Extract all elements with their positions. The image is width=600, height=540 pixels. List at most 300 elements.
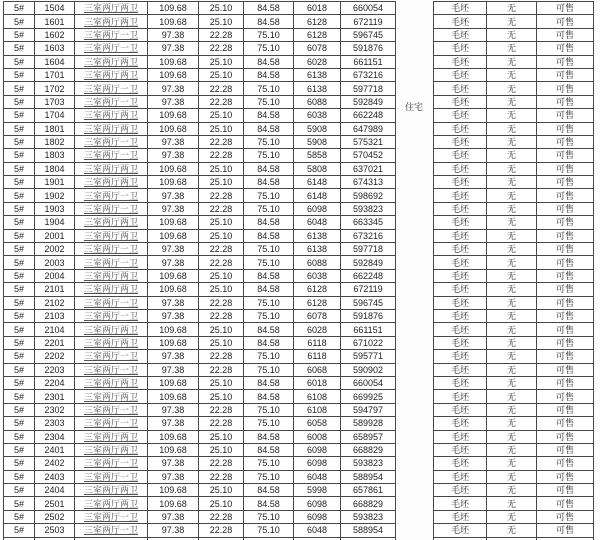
cell-area: 97.38 — [148, 417, 199, 430]
cell-layout[interactable]: 三室两厅两卫 — [75, 230, 148, 243]
cell-area: 109.68 — [148, 270, 199, 283]
cell-area: 97.38 — [148, 42, 199, 55]
cell-layout[interactable]: 三室两厅一卫 — [75, 511, 148, 524]
cell-unit: 1804 — [35, 163, 75, 176]
cell-decoration: 毛坯 — [434, 310, 487, 323]
cell-unit_price: 6048 — [294, 216, 341, 229]
cell-unit: 1703 — [35, 96, 75, 109]
cell-area: 97.38 — [148, 256, 199, 269]
cell-building: 5# — [4, 136, 35, 149]
cell-mortgage: 无 — [487, 243, 537, 256]
cell-unit: 2404 — [35, 484, 75, 497]
cell-layout[interactable]: 三室两厅两卫 — [75, 484, 148, 497]
cell-unit: 2302 — [35, 404, 75, 417]
cell-layout[interactable]: 三室两厅一卫 — [75, 297, 148, 310]
cell-share_area: 25.10 — [199, 377, 244, 390]
cell-sale_status: 可售 — [537, 323, 594, 336]
cell-mortgage: 无 — [487, 69, 537, 82]
cell-inner_area: 84.58 — [244, 431, 294, 444]
cell-mortgage: 无 — [487, 29, 537, 42]
cell-share_area: 25.10 — [199, 497, 244, 510]
cell-mortgage: 无 — [487, 337, 537, 350]
cell-building: 5# — [4, 42, 35, 55]
cell-building: 5# — [4, 511, 35, 524]
cell-decoration: 毛坯 — [434, 189, 487, 202]
cell-building: 5# — [4, 431, 35, 444]
cell-inner_area: 84.58 — [244, 270, 294, 283]
cell-inner_area: 84.58 — [244, 337, 294, 350]
cell-layout[interactable]: 三室两厅两卫 — [75, 283, 148, 296]
cell-sale_status: 可售 — [537, 176, 594, 189]
cell-share_area: 25.10 — [199, 390, 244, 403]
cell-layout[interactable]: 三室两厅一卫 — [75, 42, 148, 55]
cell-layout[interactable]: 三室两厅两卫 — [75, 497, 148, 510]
cell-layout[interactable]: 三室两厅两卫 — [75, 431, 148, 444]
cell-total_price: 672119 — [341, 15, 396, 28]
cell-mortgage: 无 — [487, 364, 537, 377]
cell-decoration: 毛坯 — [434, 216, 487, 229]
cell-unit: 2003 — [35, 256, 75, 269]
cell-sale_status: 可售 — [537, 297, 594, 310]
cell-sale_status: 可售 — [537, 471, 594, 484]
cell-mortgage: 无 — [487, 417, 537, 430]
cell-share_area: 22.28 — [199, 243, 244, 256]
cell-mortgage: 无 — [487, 404, 537, 417]
cell-total_price: 669925 — [341, 390, 396, 403]
cell-unit: 2203 — [35, 364, 75, 377]
cell-decoration: 毛坯 — [434, 337, 487, 350]
cell-total_price: 673216 — [341, 230, 396, 243]
cell-inner_area: 75.10 — [244, 42, 294, 55]
cell-area: 109.68 — [148, 444, 199, 457]
cell-total_price: 591876 — [341, 310, 396, 323]
cell-unit: 2502 — [35, 511, 75, 524]
cell-mortgage: 无 — [487, 42, 537, 55]
cell-mortgage: 无 — [487, 297, 537, 310]
cell-layout[interactable]: 三室两厅一卫 — [75, 350, 148, 363]
cell-unit_price: 6128 — [294, 15, 341, 28]
cell-total_price: 668829 — [341, 444, 396, 457]
cell-layout[interactable]: 三室两厅一卫 — [75, 82, 148, 95]
cell-decoration: 毛坯 — [434, 29, 487, 42]
cell-layout[interactable]: 三室两厅两卫 — [75, 163, 148, 176]
cell-building: 5# — [4, 256, 35, 269]
cell-mortgage: 无 — [487, 431, 537, 444]
cell-inner_area: 84.58 — [244, 497, 294, 510]
cell-inner_area: 84.58 — [244, 176, 294, 189]
cell-sale_status: 可售 — [537, 404, 594, 417]
cell-inner_area: 75.10 — [244, 82, 294, 95]
cell-total_price: 661151 — [341, 323, 396, 336]
cell-unit: 1801 — [35, 123, 75, 136]
cell-unit_price: 6028 — [294, 323, 341, 336]
cell-unit_price: 6078 — [294, 310, 341, 323]
cell-unit: 1701 — [35, 69, 75, 82]
cell-decoration: 毛坯 — [434, 56, 487, 69]
cell-total_price: 598692 — [341, 189, 396, 202]
cell-building: 5# — [4, 390, 35, 403]
cell-layout[interactable]: 三室两厅两卫 — [75, 390, 148, 403]
cell-share_area: 22.28 — [199, 471, 244, 484]
cell-area: 109.68 — [148, 283, 199, 296]
cell-decoration: 毛坯 — [434, 497, 487, 510]
cell-building: 5# — [4, 270, 35, 283]
cell-total_price: 597718 — [341, 82, 396, 95]
cell-decoration: 毛坯 — [434, 457, 487, 470]
cell-decoration: 毛坯 — [434, 69, 487, 82]
cell-area: 97.38 — [148, 96, 199, 109]
cell-unit_price: 6088 — [294, 96, 341, 109]
cell-unit_price: 6118 — [294, 350, 341, 363]
cell-building: 5# — [4, 2, 35, 15]
cell-inner_area: 84.58 — [244, 444, 294, 457]
cell-unit_price: 6028 — [294, 56, 341, 69]
cell-share_area: 25.10 — [199, 216, 244, 229]
cell-layout[interactable]: 三室两厅一卫 — [75, 203, 148, 216]
cell-share_area: 25.10 — [199, 69, 244, 82]
cell-unit: 1902 — [35, 189, 75, 202]
cell-total_price: 593823 — [341, 511, 396, 524]
cell-building: 5# — [4, 364, 35, 377]
cell-decoration: 毛坯 — [434, 390, 487, 403]
cell-sale_status: 可售 — [537, 417, 594, 430]
cell-area: 97.38 — [148, 404, 199, 417]
cell-total_price: 637021 — [341, 163, 396, 176]
cell-layout[interactable]: 三室两厅两卫 — [75, 176, 148, 189]
cell-unit: 1602 — [35, 29, 75, 42]
cell-unit_price: 6148 — [294, 176, 341, 189]
cell-unit: 2103 — [35, 310, 75, 323]
cell-sale_status: 可售 — [537, 497, 594, 510]
cell-total_price: 590902 — [341, 364, 396, 377]
cell-sale_status: 可售 — [537, 149, 594, 162]
cell-total_price: 588954 — [341, 471, 396, 484]
cell-unit: 1704 — [35, 109, 75, 122]
cell-layout[interactable]: 三室两厅两卫 — [75, 2, 148, 15]
cell-layout[interactable]: 三室两厅两卫 — [75, 123, 148, 136]
cell-inner_area: 75.10 — [244, 364, 294, 377]
cell-total_price: 660054 — [341, 2, 396, 15]
cell-layout[interactable]: 三室两厅一卫 — [75, 310, 148, 323]
cell-share_area: 22.28 — [199, 350, 244, 363]
cell-unit: 2204 — [35, 377, 75, 390]
cell-unit: 1803 — [35, 149, 75, 162]
cell-unit: 2501 — [35, 497, 75, 510]
cell-building: 5# — [4, 56, 35, 69]
unit-price-table — [3, 1, 396, 540]
cell-unit: 2301 — [35, 390, 75, 403]
cell-decoration: 毛坯 — [434, 417, 487, 430]
cell-share_area: 22.28 — [199, 364, 244, 377]
cell-unit: 2101 — [35, 283, 75, 296]
cell-layout[interactable]: 三室两厅一卫 — [75, 96, 148, 109]
cell-layout[interactable]: 三室两厅一卫 — [75, 136, 148, 149]
cell-inner_area: 84.58 — [244, 69, 294, 82]
cell-unit_price: 6058 — [294, 417, 341, 430]
cell-sale_status: 可售 — [537, 230, 594, 243]
cell-sale_status: 可售 — [537, 511, 594, 524]
cell-building: 5# — [4, 82, 35, 95]
cell-decoration: 毛坯 — [434, 163, 487, 176]
cell-building: 5# — [4, 149, 35, 162]
cell-layout[interactable]: 三室两厅两卫 — [75, 444, 148, 457]
cell-sale_status: 可售 — [537, 69, 594, 82]
cell-sale_status: 可售 — [537, 109, 594, 122]
cell-inner_area: 84.58 — [244, 230, 294, 243]
cell-building: 5# — [4, 417, 35, 430]
cell-building: 5# — [4, 15, 35, 28]
cell-mortgage: 无 — [487, 82, 537, 95]
cell-unit: 2004 — [35, 270, 75, 283]
cell-unit_price: 6118 — [294, 337, 341, 350]
cell-unit_price: 6098 — [294, 203, 341, 216]
cell-unit_price: 6098 — [294, 457, 341, 470]
cell-share_area: 25.10 — [199, 270, 244, 283]
cell-building: 5# — [4, 297, 35, 310]
cell-building: 5# — [4, 337, 35, 350]
cell-unit: 1604 — [35, 56, 75, 69]
cell-mortgage: 无 — [487, 524, 537, 537]
cell-area: 97.38 — [148, 82, 199, 95]
cell-area: 97.38 — [148, 189, 199, 202]
cell-area: 109.68 — [148, 230, 199, 243]
cell-layout[interactable]: 三室两厅两卫 — [75, 109, 148, 122]
cell-layout[interactable]: 三室两厅一卫 — [75, 243, 148, 256]
cell-layout[interactable]: 三室两厅一卫 — [75, 471, 148, 484]
cell-area: 109.68 — [148, 163, 199, 176]
cell-mortgage: 无 — [487, 471, 537, 484]
cell-layout[interactable]: 三室两厅一卫 — [75, 364, 148, 377]
cell-mortgage: 无 — [487, 56, 537, 69]
property-type-label: 住宅 — [404, 102, 423, 112]
cell-unit_price: 6018 — [294, 377, 341, 390]
cell-layout[interactable]: 三室两厅一卫 — [75, 29, 148, 42]
cell-layout[interactable]: 三室两厅两卫 — [75, 337, 148, 350]
cell-decoration: 毛坯 — [434, 15, 487, 28]
cell-share_area: 22.28 — [199, 524, 244, 537]
cell-unit: 2401 — [35, 444, 75, 457]
cell-inner_area: 75.10 — [244, 471, 294, 484]
cell-share_area: 22.28 — [199, 29, 244, 42]
cell-inner_area: 84.58 — [244, 283, 294, 296]
cell-unit_price: 5808 — [294, 163, 341, 176]
cell-building: 5# — [4, 176, 35, 189]
cell-layout[interactable]: 三室两厅一卫 — [75, 524, 148, 537]
cell-building: 5# — [4, 29, 35, 42]
cell-area: 97.38 — [148, 243, 199, 256]
cell-share_area: 22.28 — [199, 256, 244, 269]
cell-mortgage: 无 — [487, 189, 537, 202]
cell-unit: 1904 — [35, 216, 75, 229]
cell-layout[interactable]: 三室两厅一卫 — [75, 149, 148, 162]
cell-sale_status: 可售 — [537, 431, 594, 444]
cell-mortgage: 无 — [487, 270, 537, 283]
cell-mortgage: 无 — [487, 484, 537, 497]
cell-sale_status: 可售 — [537, 270, 594, 283]
cell-mortgage: 无 — [487, 136, 537, 149]
cell-mortgage: 无 — [487, 176, 537, 189]
cell-unit: 2303 — [35, 417, 75, 430]
cell-unit_price: 6098 — [294, 497, 341, 510]
cell-share_area: 25.10 — [199, 337, 244, 350]
cell-building: 5# — [4, 484, 35, 497]
cell-layout[interactable]: 三室两厅一卫 — [75, 457, 148, 470]
cell-decoration: 毛坯 — [434, 109, 487, 122]
cell-total_price: 668829 — [341, 497, 396, 510]
cell-building: 5# — [4, 96, 35, 109]
cell-sale_status: 可售 — [537, 364, 594, 377]
cell-area: 109.68 — [148, 109, 199, 122]
cell-unit_price: 5858 — [294, 149, 341, 162]
cell-total_price: 592849 — [341, 96, 396, 109]
cell-decoration: 毛坯 — [434, 256, 487, 269]
cell-area: 109.68 — [148, 497, 199, 510]
cell-area: 109.68 — [148, 431, 199, 444]
cell-inner_area: 75.10 — [244, 243, 294, 256]
cell-mortgage: 无 — [487, 377, 537, 390]
cell-mortgage: 无 — [487, 109, 537, 122]
cell-building: 5# — [4, 404, 35, 417]
cell-sale_status: 可售 — [537, 56, 594, 69]
cell-unit_price: 6128 — [294, 297, 341, 310]
cell-sale_status: 可售 — [537, 15, 594, 28]
cell-layout[interactable]: 三室两厅两卫 — [75, 323, 148, 336]
cell-decoration: 毛坯 — [434, 511, 487, 524]
cell-total_price: 570452 — [341, 149, 396, 162]
cell-mortgage: 无 — [487, 216, 537, 229]
cell-total_price: 657861 — [341, 484, 396, 497]
cell-share_area: 22.28 — [199, 189, 244, 202]
cell-unit_price: 6038 — [294, 270, 341, 283]
cell-decoration: 毛坯 — [434, 350, 487, 363]
cell-unit: 2002 — [35, 243, 75, 256]
cell-sale_status: 可售 — [537, 82, 594, 95]
cell-unit_price: 6038 — [294, 109, 341, 122]
cell-share_area: 25.10 — [199, 123, 244, 136]
cell-share_area: 22.28 — [199, 42, 244, 55]
cell-inner_area: 75.10 — [244, 310, 294, 323]
cell-mortgage: 无 — [487, 283, 537, 296]
cell-unit_price: 6138 — [294, 69, 341, 82]
cell-area: 109.68 — [148, 323, 199, 336]
cell-share_area: 22.28 — [199, 82, 244, 95]
cell-sale_status: 可售 — [537, 337, 594, 350]
cell-inner_area: 75.10 — [244, 417, 294, 430]
cell-layout[interactable]: 三室两厅一卫 — [75, 189, 148, 202]
cell-area: 109.68 — [148, 56, 199, 69]
cell-sale_status: 可售 — [537, 457, 594, 470]
cell-area: 109.68 — [148, 2, 199, 15]
cell-decoration: 毛坯 — [434, 230, 487, 243]
cell-share_area: 22.28 — [199, 149, 244, 162]
cell-sale_status: 可售 — [537, 136, 594, 149]
cell-unit: 2403 — [35, 471, 75, 484]
cell-layout[interactable]: 三室两厅两卫 — [75, 270, 148, 283]
cell-building: 5# — [4, 444, 35, 457]
cell-unit_price: 6008 — [294, 431, 341, 444]
cell-inner_area: 75.10 — [244, 404, 294, 417]
cell-total_price: 661151 — [341, 56, 396, 69]
cell-sale_status: 可售 — [537, 390, 594, 403]
cell-unit_price: 5908 — [294, 123, 341, 136]
cell-share_area: 25.10 — [199, 230, 244, 243]
cell-share_area: 25.10 — [199, 15, 244, 28]
cell-total_price: 660054 — [341, 377, 396, 390]
cell-share_area: 25.10 — [199, 283, 244, 296]
cell-sale_status: 可售 — [537, 377, 594, 390]
cell-sale_status: 可售 — [537, 189, 594, 202]
cell-unit_price: 6048 — [294, 524, 341, 537]
cell-area: 97.38 — [148, 524, 199, 537]
cell-total_price: 672119 — [341, 283, 396, 296]
cell-layout[interactable]: 三室两厅两卫 — [75, 15, 148, 28]
cell-area: 109.68 — [148, 15, 199, 28]
cell-unit_price: 6108 — [294, 390, 341, 403]
cell-sale_status: 可售 — [537, 203, 594, 216]
cell-layout[interactable]: 三室两厅一卫 — [75, 417, 148, 430]
cell-inner_area: 84.58 — [244, 377, 294, 390]
cell-building: 5# — [4, 230, 35, 243]
cell-inner_area: 84.58 — [244, 390, 294, 403]
cell-share_area: 22.28 — [199, 310, 244, 323]
cell-sale_status: 可售 — [537, 29, 594, 42]
cell-building: 5# — [4, 163, 35, 176]
cell-mortgage: 无 — [487, 96, 537, 109]
cell-unit: 1601 — [35, 15, 75, 28]
cell-unit: 2402 — [35, 457, 75, 470]
cell-total_price: 671022 — [341, 337, 396, 350]
cell-unit: 2503 — [35, 524, 75, 537]
unit-status-table — [433, 1, 594, 540]
cell-layout[interactable]: 三室两厅一卫 — [75, 404, 148, 417]
cell-area: 97.38 — [148, 364, 199, 377]
cell-sale_status: 可售 — [537, 484, 594, 497]
cell-mortgage: 无 — [487, 15, 537, 28]
cell-inner_area: 84.58 — [244, 109, 294, 122]
cell-total_price: 594797 — [341, 404, 396, 417]
cell-sale_status: 可售 — [537, 283, 594, 296]
cell-unit_price: 5908 — [294, 136, 341, 149]
cell-layout[interactable]: 三室两厅两卫 — [75, 216, 148, 229]
cell-area: 97.38 — [148, 29, 199, 42]
cell-building: 5# — [4, 189, 35, 202]
cell-inner_area: 84.58 — [244, 163, 294, 176]
cell-area: 97.38 — [148, 136, 199, 149]
cell-layout[interactable]: 三室两厅两卫 — [75, 69, 148, 82]
cell-share_area: 22.28 — [199, 511, 244, 524]
cell-unit: 2304 — [35, 431, 75, 444]
cell-layout[interactable]: 三室两厅两卫 — [75, 377, 148, 390]
cell-building: 5# — [4, 243, 35, 256]
cell-inner_area: 75.10 — [244, 203, 294, 216]
cell-share_area: 25.10 — [199, 444, 244, 457]
cell-total_price: 595771 — [341, 350, 396, 363]
cell-decoration: 毛坯 — [434, 96, 487, 109]
cell-unit: 2104 — [35, 323, 75, 336]
cell-layout[interactable]: 三室两厅一卫 — [75, 256, 148, 269]
cell-unit: 1802 — [35, 136, 75, 149]
cell-unit_price: 6088 — [294, 256, 341, 269]
cell-area: 109.68 — [148, 176, 199, 189]
cell-share_area: 25.10 — [199, 176, 244, 189]
cell-area: 109.68 — [148, 377, 199, 390]
cell-share_area: 22.28 — [199, 136, 244, 149]
cell-area: 109.68 — [148, 216, 199, 229]
cell-inner_area: 75.10 — [244, 524, 294, 537]
cell-building: 5# — [4, 283, 35, 296]
cell-layout[interactable]: 三室两厅两卫 — [75, 56, 148, 69]
cell-building: 5# — [4, 497, 35, 510]
